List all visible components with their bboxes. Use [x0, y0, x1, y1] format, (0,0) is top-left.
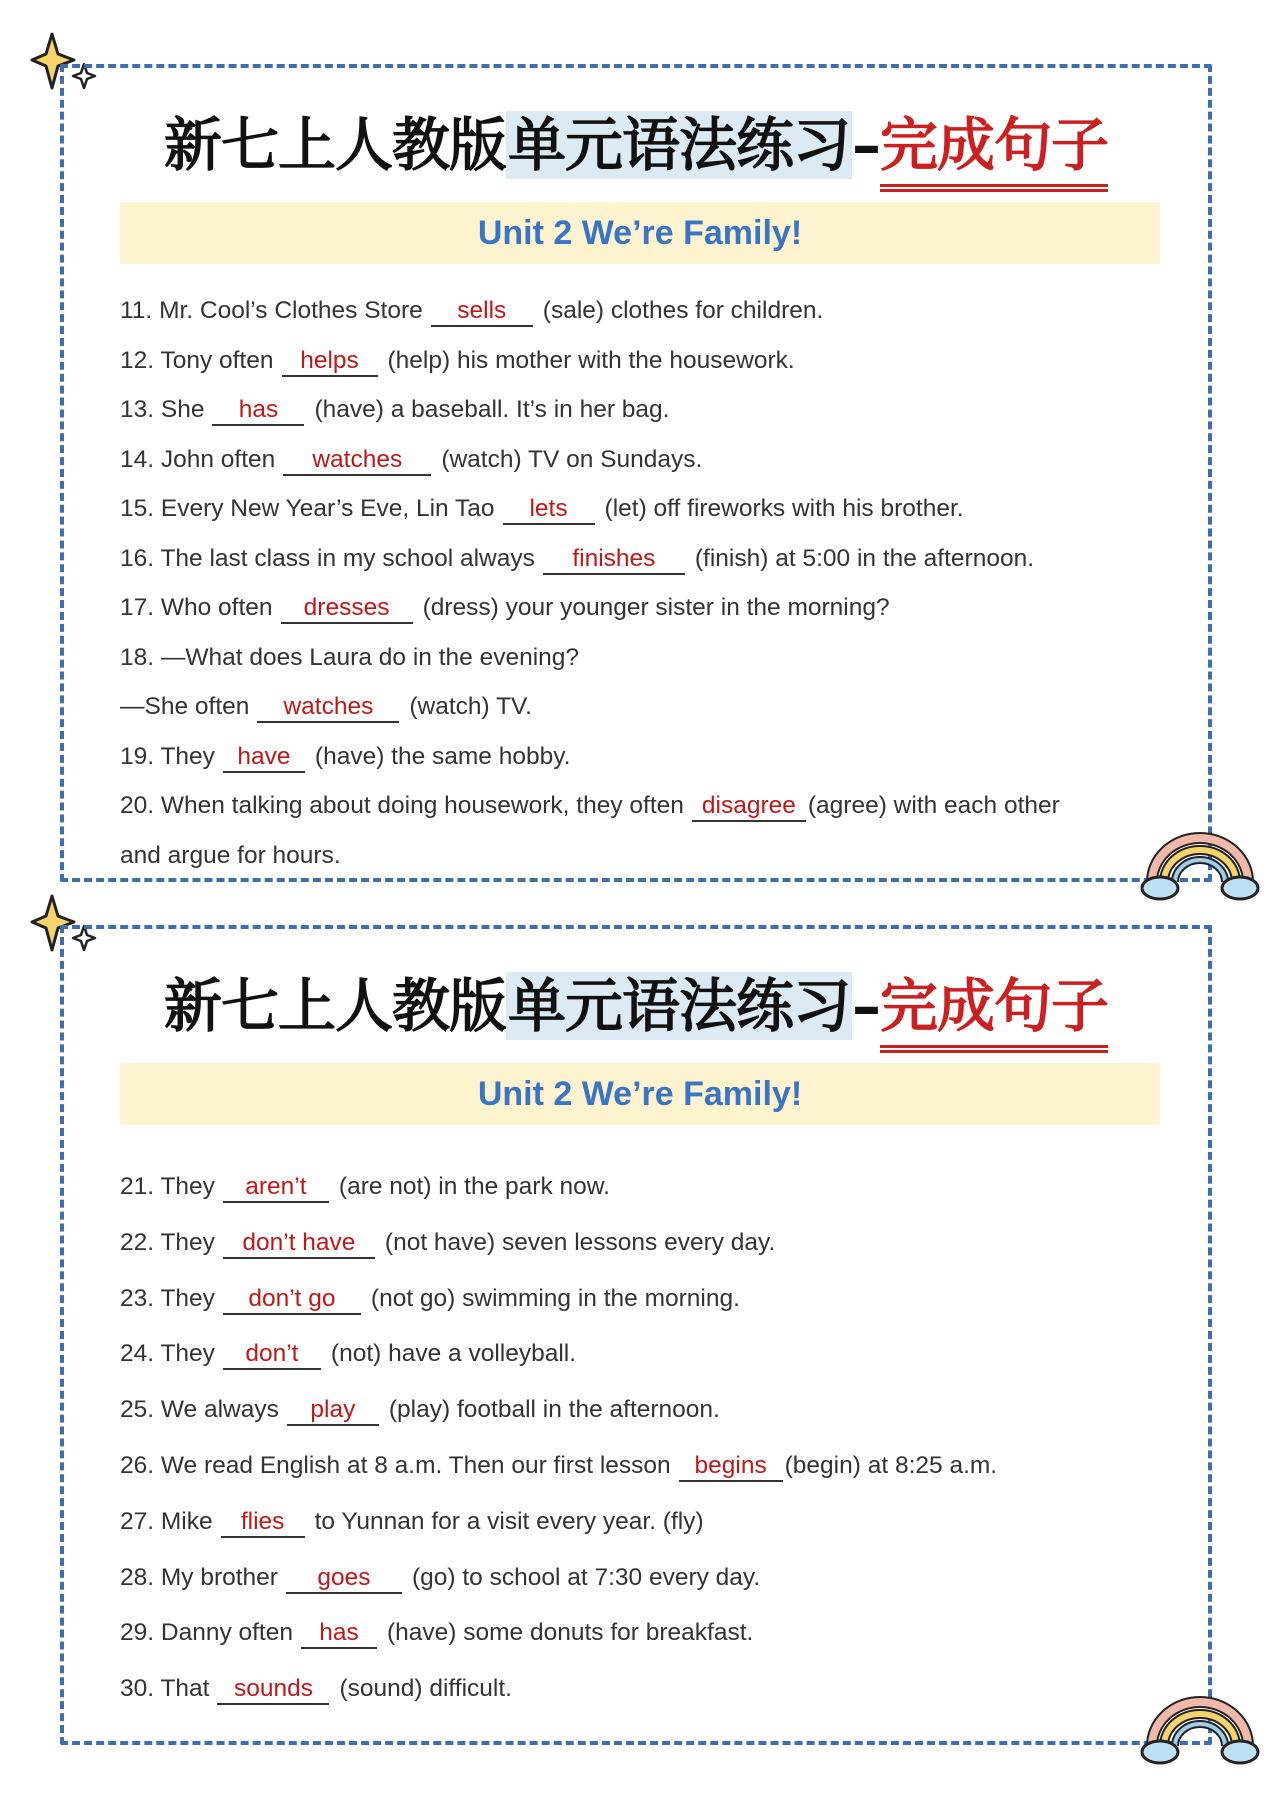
- question-item: 17. Who often dresses (dress) your younger sister in the morning?: [120, 583, 1178, 633]
- answer-blank: aren’t: [223, 1173, 329, 1203]
- title-accent: 完成句子: [880, 959, 1108, 1048]
- question-list: [120, 286, 1178, 880]
- question-item: 22. They don’t have (not have) seven lessons every day.: [120, 1215, 1178, 1271]
- question-item: 25. We always play (play) football in the afternoon.: [120, 1382, 1178, 1438]
- title-highlight: 单元语法练习: [507, 111, 850, 179]
- answer-blank: has: [301, 1619, 377, 1649]
- question-item: 24. They don’t (not) have a volleyball.: [120, 1326, 1178, 1382]
- question-item: 14. John often watches (watch) TV on Sundays.: [120, 435, 1178, 485]
- answer-blank: sounds: [217, 1675, 329, 1705]
- answer-blank: begins: [679, 1452, 783, 1482]
- exercise-card-1: [60, 64, 1212, 882]
- page-title: [64, 959, 1208, 1048]
- rainbow-icon: [1140, 1690, 1262, 1766]
- rainbow-icon: [1140, 826, 1262, 902]
- question-item: 27. Mike flies to Yunnan for a visit every year. (fly): [120, 1494, 1178, 1550]
- question-item: 13. She has (have) a baseball. It’s in her bag.: [120, 385, 1178, 435]
- question-item: 11. Mr. Cool’s Clothes Store sells (sale) clothes for children.: [120, 286, 1178, 336]
- question-item: 20. When talking about doing housework, they often disagree (agree) with each other: [120, 781, 1178, 831]
- answer-blank: disagree: [692, 792, 806, 822]
- title-part: 新七上人教版: [163, 111, 506, 179]
- answer-blank: don’t go: [223, 1285, 361, 1315]
- answer-blank: sells: [431, 297, 533, 327]
- answer-blank: watches: [283, 446, 431, 476]
- answer-blank: don’t have: [223, 1229, 375, 1259]
- unit-heading: Unit 2 We’re Family!: [120, 1063, 1160, 1125]
- question-item: 30. That sounds (sound) difficult.: [120, 1661, 1178, 1717]
- question-item: 18. —What does Laura do in the evening?: [120, 643, 580, 671]
- question-item: 21. They aren’t (are not) in the park now.: [120, 1159, 1178, 1215]
- page-title: [64, 98, 1208, 187]
- unit-heading: Unit 2 We’re Family!: [120, 202, 1160, 264]
- answer-blank: have: [223, 743, 305, 773]
- title-dash: –: [852, 972, 880, 1040]
- answer-blank: has: [212, 396, 304, 426]
- question-item: 12. Tony often helps (help) his mother with the housework.: [120, 336, 1178, 386]
- question-item: and argue for hours.: [120, 841, 341, 869]
- answer-blank: lets: [503, 495, 595, 525]
- question-item: 16. The last class in my school always finishes (finish) at 5:00 in the afternoon.: [120, 534, 1178, 584]
- question-item: 29. Danny often has (have) some donuts for breakfast.: [120, 1605, 1178, 1661]
- question-list: [120, 1159, 1178, 1717]
- answer-blank: don’t: [223, 1340, 321, 1370]
- answer-blank: goes: [286, 1564, 402, 1594]
- title-dash: –: [852, 111, 880, 179]
- title-part: 新七上人教版: [163, 972, 506, 1040]
- title-highlight: 单元语法练习: [507, 972, 850, 1040]
- answer-blank: helps: [282, 347, 378, 377]
- question-item: 23. They don’t go (not go) swimming in the morning.: [120, 1271, 1178, 1327]
- question-item: 19. They have (have) the same hobby.: [120, 732, 1178, 782]
- question-item: 26. We read English at 8 a.m. Then our first lesson begins (begin) at 8:25 a.m.: [120, 1438, 1178, 1494]
- question-item: 28. My brother goes (go) to school at 7:30 every day.: [120, 1550, 1178, 1606]
- question-item: 15. Every New Year’s Eve, Lin Tao lets (let) off fireworks with his brother.: [120, 484, 1178, 534]
- title-accent: 完成句子: [880, 98, 1108, 187]
- exercise-card-2: [60, 925, 1212, 1745]
- answer-blank: watches: [257, 693, 399, 723]
- answer-blank: finishes: [543, 545, 685, 575]
- question-item: —She often watches (watch) TV.: [120, 682, 1178, 732]
- answer-blank: flies: [221, 1508, 305, 1538]
- answer-blank: dresses: [281, 594, 413, 624]
- answer-blank: play: [287, 1396, 379, 1426]
